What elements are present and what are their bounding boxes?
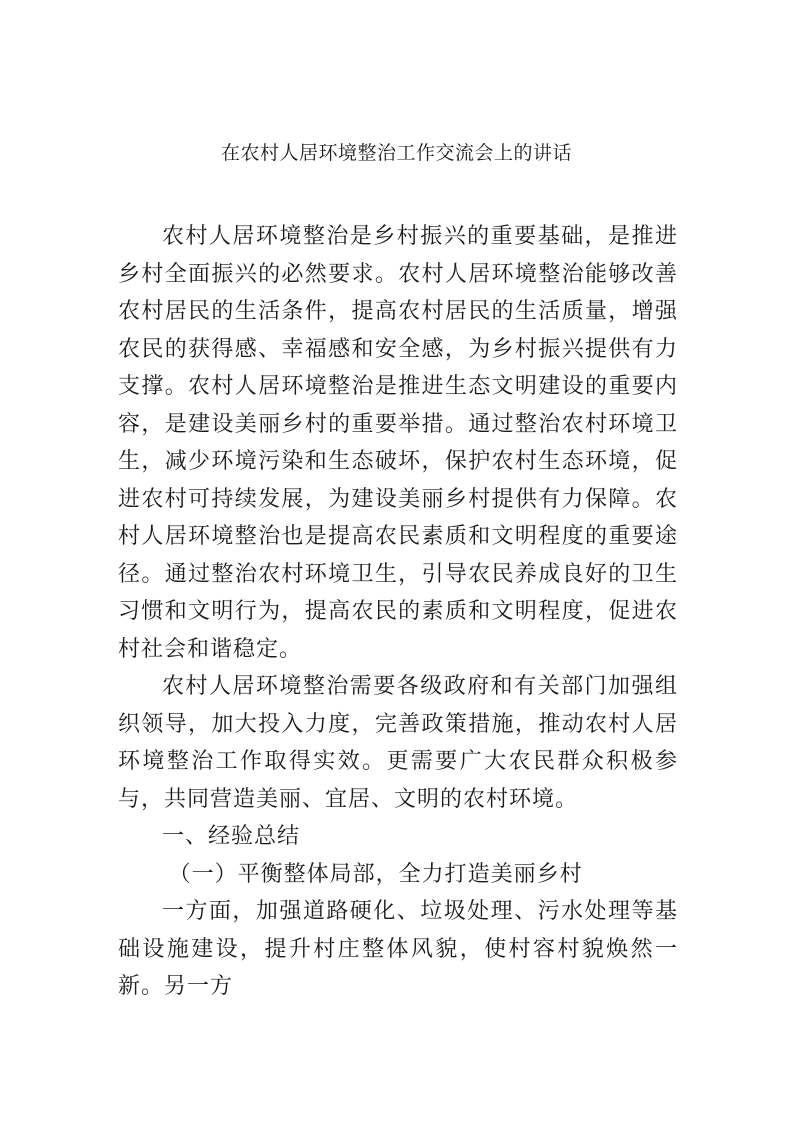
document-title: 在农村人居环境整治工作交流会上的讲话 bbox=[220, 142, 572, 164]
section-heading: 一、经验总结 bbox=[162, 824, 301, 849]
paragraph-infrastructure: 一方面，加强道路硬化、垃圾处理、污水处理等基础设施建设，提升村庄整体风貌，使村容村貌焕然一新。另一方 bbox=[118, 899, 678, 999]
document-body bbox=[118, 218, 678, 1006]
paragraph-requirements: 农村人居环境整治需要各级政府和有关部门加强组织领导，加大投入力度，完善政策措施，推动农村人居环境整治工作取得实效。更需要广大农民群众积极参与，共同营造美丽、宜居、文明的农村环境。 bbox=[118, 674, 678, 812]
subsection-heading: （一）平衡整体局部，全力打造美丽乡村 bbox=[168, 861, 583, 887]
paragraph-intro: 农村人居环境整治是乡村振兴的重要基础，是推进乡村全面振兴的必然要求。农村人居环境整治能够改善农村居民的生活条件，提高农村居民的生活质量，增强农民的获得感、幸福感和安全感，为乡村振兴提供有力支撑。农村人居环境整治是推进生态文明建设的重要内容，是建设美丽乡村的重要举措。通过整治农村环境卫生，减少环境污染和生态破坏，保护农村生态环境，促进农村可持续发展，为建设美丽乡村提供有力保障。农村人居环境整治也是提高农民素质和文明程度的重要途径。通过整治农村环境卫生，引导农民养成良好的卫生习惯和文明行为，提高农民的素质和文明程度，促进农村社会和谐稳定。 bbox=[118, 224, 678, 662]
